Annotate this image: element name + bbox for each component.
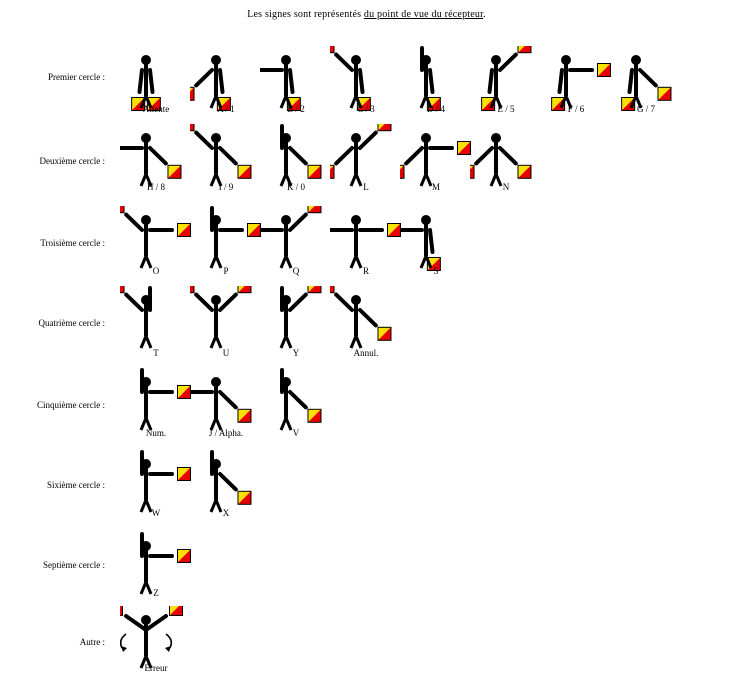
figure-caption: K / 0 <box>287 182 305 192</box>
semaphore-figure <box>260 368 332 436</box>
semaphore-figure <box>330 286 402 354</box>
title-text-pre: Les signes sont représentés <box>247 9 364 20</box>
figure-caption: C / 3 <box>357 104 375 114</box>
title-text-underlined: du point de vue du récepteur <box>363 9 484 20</box>
figure-caption: Erreur <box>144 663 168 673</box>
figure-caption: Attente <box>142 104 170 114</box>
figure-caption: V <box>292 428 300 438</box>
figure-caption: Annul. <box>353 348 379 358</box>
semaphore-figure <box>120 206 192 274</box>
figure-caption: Y <box>292 348 300 358</box>
figure-caption: Num. <box>145 428 167 438</box>
title-text-post: . <box>483 9 486 20</box>
figure-caption: P <box>223 266 229 276</box>
semaphore-figure <box>260 206 332 274</box>
row-label: Quatrième cercle : <box>38 318 105 328</box>
semaphore-figure <box>120 368 192 436</box>
figure-caption: X <box>222 508 230 518</box>
figure-caption: A / 1 <box>217 104 235 114</box>
figure-caption: J / Alpha. <box>208 428 244 438</box>
semaphore-figure <box>190 368 262 436</box>
figure-caption: L <box>363 182 369 192</box>
figure-caption: Q <box>292 266 300 276</box>
figure-caption: B / 2 <box>287 104 305 114</box>
row-label: Cinquième cercle : <box>37 400 105 410</box>
row-label: Septième cercle : <box>43 560 105 570</box>
figure-caption: E / 5 <box>497 104 515 114</box>
figure-caption: U <box>222 348 230 358</box>
semaphore-figure <box>400 206 472 274</box>
figure-caption: D / 4 <box>427 104 445 114</box>
semaphore-figure <box>190 206 262 274</box>
figure-caption: Z <box>153 588 159 598</box>
figure-caption: R <box>362 266 369 276</box>
semaphore-figure <box>120 286 192 354</box>
row-label: Sixième cercle : <box>47 480 105 490</box>
figure-caption: F / 6 <box>567 104 585 114</box>
figure-caption: O <box>152 266 160 276</box>
figure-caption: T <box>153 348 159 358</box>
page-title <box>0 9 733 20</box>
row-label: Premier cercle : <box>48 72 105 82</box>
row-label: Troisième cercle : <box>40 238 105 248</box>
figure-caption: M <box>431 182 440 192</box>
semaphore-figure <box>260 286 332 354</box>
figure-caption: I / 9 <box>218 182 234 192</box>
row-label: Autre : <box>79 637 105 647</box>
semaphore-figure <box>190 286 262 354</box>
figure-caption: G / 7 <box>637 104 655 114</box>
figure-caption: W <box>151 508 161 518</box>
figure-caption: S <box>433 266 439 276</box>
row-label: Deuxième cercle : <box>39 156 105 166</box>
figure-caption: N <box>502 182 510 192</box>
semaphore-figure <box>330 206 402 274</box>
figure-caption: H / 8 <box>147 182 165 192</box>
